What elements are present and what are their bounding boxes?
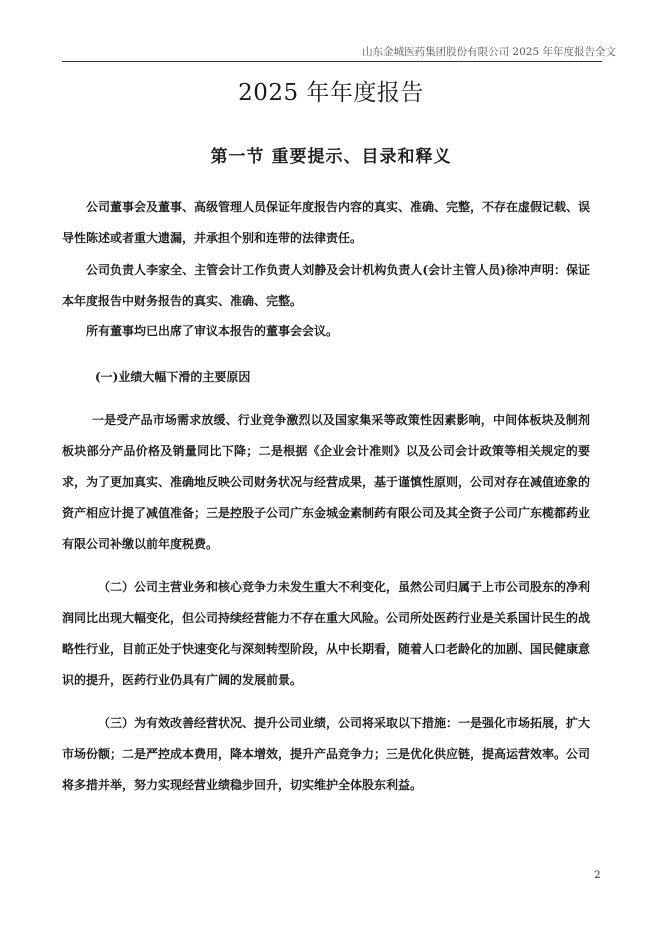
section-title: 第一节 重要提示、目录和释义: [210, 147, 452, 167]
subheading-performance-decline: (一)业绩大幅下滑的主要原因: [95, 370, 251, 384]
paragraph-core-competitiveness: （二）公司主营业务和核心竞争力未发生重大不利变化，虽然公司归属于上市公司股东的净利润同比出现大幅变化，但公司持续经营能力不存在重大风险。公司所处医药行业是关系国计民生的战略性行业，目前正处于快速变化与深刻转型阶段，从中长期看，随着人口老龄化的加剧、国民健康意识的提升，医药行业仍具有广阔的发展前景。: [62, 580, 591, 687]
paragraph-board-guarantee: 公司董事会及董事、高级管理人员保证年度报告内容的真实、准确、完整，不存在虚假记载、误导性陈述或者重大遗漏，并承担个别和连带的法律责任。: [62, 200, 591, 245]
paragraph-directors-attendance: 所有董事均已出席了审议本报告的董事会会议。: [86, 324, 339, 338]
running-header: 山东金城医药集团股份有限公司 2025 年年度报告全文: [362, 46, 616, 58]
header-divider: [62, 61, 602, 62]
paragraph-decline-reasons: 一是受产品市场需求放缓、行业竞争激烈以及国家集采等政策性因素影响，中间体板块及制剂板块部分产品价格及销量同比下降；二是根据《企业会计准则》以及公司会计政策等相关规定的要求，为了更加真实、准确地反映公司财务状况与经营成果，基于谨慎性原则，公司对存在减值迹象的资产相应计提了减值准备；三是控股子公司广东金城金素制药有限公司及其全资子公司广东榄都药业有限公司补缴以前年度税费。: [62, 413, 591, 551]
page-number: 2: [594, 869, 601, 881]
paragraph-responsible-persons: 公司负责人李家全、主管会计工作负责人刘静及会计机构负责人(会计主管人员)徐冲声明：保证本年度报告中财务报告的真实、准确、完整。: [62, 263, 590, 308]
paragraph-improvement-measures: （三）为有效改善经营状况、提升公司业绩，公司将采取以下措施：一是强化市场拓展，扩大市场份额；二是严控成本费用，降本增效，提升产品竞争力；三是优化供应链，提高运营效率。公司将多措并举，努力实现经营业绩稳步回升，切实维护全体股东利益。: [62, 716, 591, 792]
document-title: 2025 年年度报告: [238, 80, 424, 106]
